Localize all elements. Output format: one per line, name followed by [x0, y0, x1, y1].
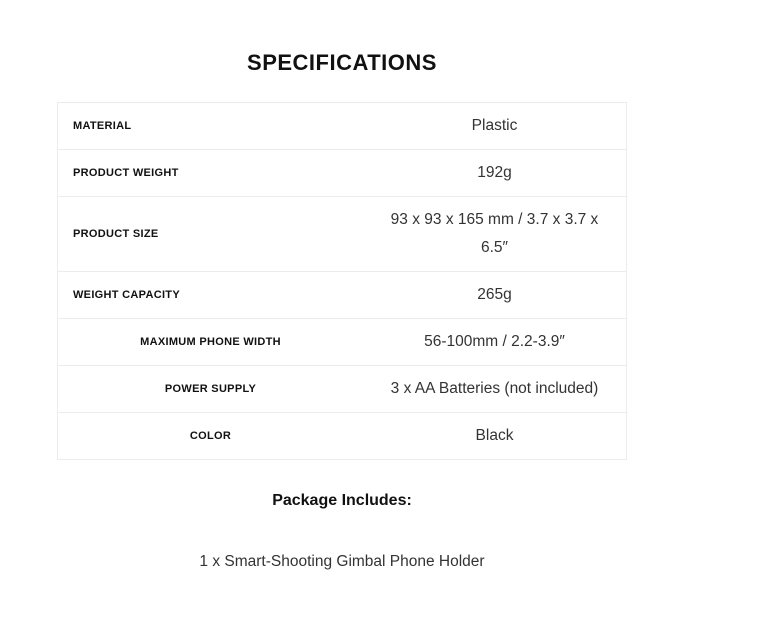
specifications-heading: SPECIFICATIONS	[247, 50, 437, 75]
spec-value-color	[363, 413, 627, 460]
spec-value-product-weight	[363, 150, 627, 197]
table-row	[58, 319, 627, 366]
package-includes-heading: Package Includes:	[272, 492, 412, 509]
spec-value-material	[363, 103, 627, 150]
spec-label-product-size: PRODUCT SIZE	[58, 197, 364, 272]
spec-value-maximum-phone-width	[363, 319, 627, 366]
spec-value-text: 3 x AA Batteries (not included)	[390, 380, 599, 397]
table-row	[58, 103, 627, 150]
specifications-table	[57, 102, 627, 460]
spec-value-text: Black	[475, 427, 514, 444]
spec-value-text: 192g	[477, 164, 512, 181]
spec-label-power-supply: POWER SUPPLY	[58, 366, 364, 413]
table-row	[58, 272, 627, 319]
spec-label-color: COLOR	[58, 413, 364, 460]
package-item: 1 x Smart-Shooting Gimbal Phone Holder	[199, 553, 485, 570]
spec-label-weight-capacity: WEIGHT CAPACITY	[58, 272, 364, 319]
spec-value-weight-capacity	[363, 272, 627, 319]
table-row	[58, 150, 627, 197]
spec-value-text: Plastic	[471, 117, 518, 134]
spec-value-text: 56-100mm / 2.2-3.9″	[424, 333, 565, 350]
spec-label-material: MATERIAL	[73, 120, 132, 132]
table-row	[58, 413, 627, 460]
spec-value-product-size	[363, 197, 627, 272]
table-row	[58, 197, 627, 272]
table-row	[58, 366, 627, 413]
spec-value-text: 93 x 93 x 165 mm / 3.7 x 3.7 x 6.5″	[390, 211, 599, 256]
spec-value-text: 265g	[477, 286, 512, 303]
spec-value-power-supply	[363, 366, 627, 413]
spec-label-product-weight: PRODUCT WEIGHT	[58, 150, 364, 197]
spec-label-maximum-phone-width: MAXIMUM PHONE WIDTH	[58, 319, 364, 366]
